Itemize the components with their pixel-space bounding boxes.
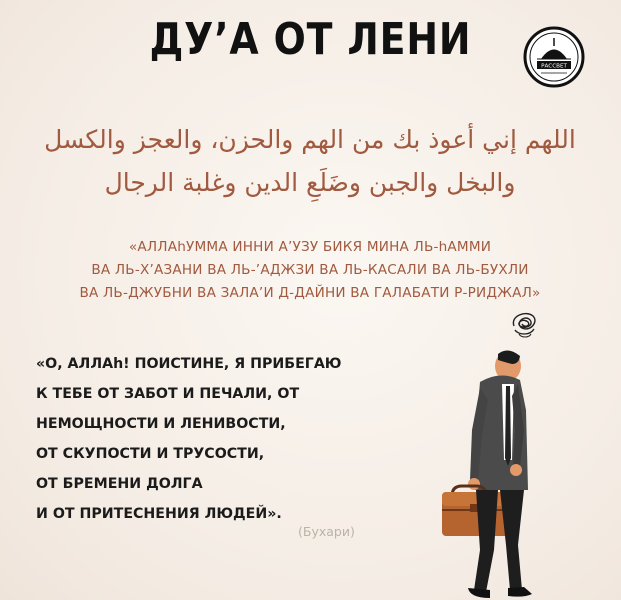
arabic-dua-line-2: والبخل والجبن وضَلَعِ الدين وغلبة الرجال <box>104 168 516 197</box>
transliteration-line-3: ВА ЛЬ-ДЖУБНИ ВА ЗАЛА’И Д-ДАЙНИ ВА ГАЛАБАТИ Р-РИДЖАЛ» <box>79 285 541 301</box>
hadith-source: (Бухари) <box>298 524 355 539</box>
tired-businessman-illustration <box>420 340 580 600</box>
meaning-line-4: ОТ СКУПОСТИ И ТРУСОСТИ, <box>36 446 265 462</box>
meaning-line-2: К ТЕБЕ ОТ ЗАБОТ И ПЕЧАЛИ, ОТ <box>36 386 300 402</box>
page-title: ДУ’А ОТ ЛЕНИ <box>149 14 472 65</box>
mosque-dome-logo-icon <box>523 26 585 88</box>
transliteration-line-2: ВА ЛЬ-Х’АЗАНИ ВА ЛЬ-’АДЖЗИ ВА ЛЬ-КАСАЛИ ВА ЛЬ-БУХЛИ <box>91 262 529 278</box>
meaning-line-1: «О, АЛЛАh! ПОИСТИНЕ, Я ПРИБЕГАЮ <box>36 356 342 372</box>
transliteration-line-1: «АЛЛАhУММА ИННИ А’УЗУ БИКЯ МИНА ЛЬ-hАММИ <box>128 239 492 255</box>
meaning-line-6: И ОТ ПРИТЕСНЕНИЯ ЛЮДЕЙ». <box>36 506 282 522</box>
scribble-thought-icon <box>506 308 542 342</box>
svg-text:РАССВЕТ: РАССВЕТ <box>541 63 567 70</box>
meaning-line-5: ОТ БРЕМЕНИ ДОЛГА <box>36 476 203 492</box>
meaning-line-3: НЕМОЩНОСТИ И ЛЕНИВОСТИ, <box>36 416 286 432</box>
arabic-dua-line-1: اللهم إني أعوذ بك من الهم والحزن، والعجز والكسل <box>44 125 576 154</box>
